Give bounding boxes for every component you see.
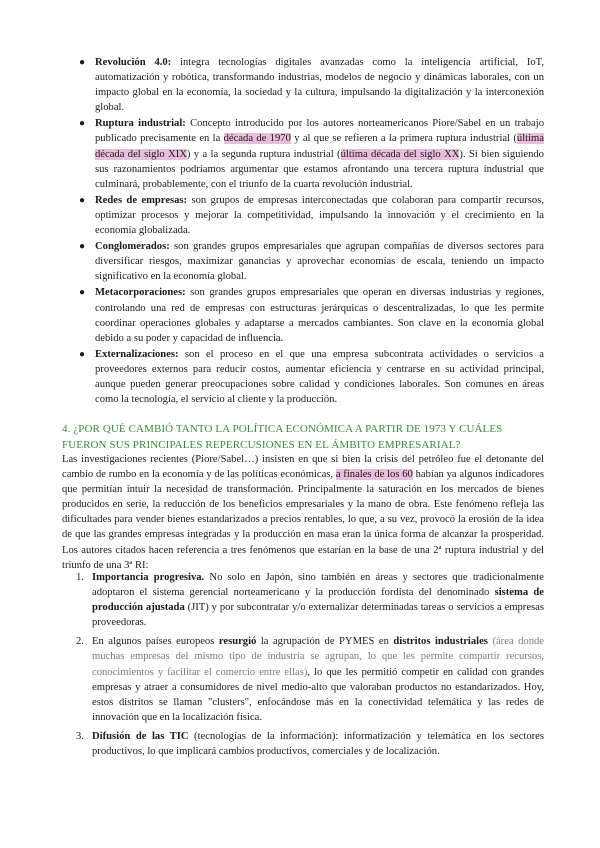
bullet-icon: ● [79,118,86,130]
text-run: son grandes grupos empresariales que operan en diversas industrias y regiones, controlando una red de empresas con estructuras jerárquicas o descentralizadas, lo que les permite coordinar operaciones globales y adaptarse a mercados cambiantes. Son clave en la economía global debido a su poder y capacidad de influencia. [95,287,544,344]
highlighted-text: a finales de los 60 [335,469,413,481]
phenomenon-item [62,634,544,725]
text-run: ). Si bien siguiendo sus razonamientos podríamos argumentar que estamos afrontando una tercera ruptura industrial que culminará, probablemente, con el triunfo de la cuarta revolución industrial. [95,148,544,190]
text-run: (JIT) y por subcontratar y/o externalizar determinadas tareas o servicios a empresas proveedoras. [92,602,544,629]
bullet-icon: ● [79,348,86,360]
phenomena-list [62,570,544,763]
definition-term: Revolución 4.0: [95,57,172,68]
item-number: 3. [76,730,84,742]
text-run: son grupos de empresas interconectadas que colaboran para compartir recursos, optimizar procesos y mejorar la competitividad, impulsando la innovación y el crecimiento en la economía globalizada. [95,194,544,237]
text-run: No solo en Japón, sino también en áreas y sectores que tradicionalmente adoptaron el sistema gerencial norteamericano y la producción fordista del denominado [92,572,544,599]
definition-item [62,55,544,115]
text-run: (tecnologías de la información): informatización y telemática en los sectores productivos, lo que implicará cambios productivos, comerciales y de localización. [92,730,544,758]
parenthetical-note: (área donde muchas empresas del mismo tipo de industria se agrupan, lo que les permite compartir recursos, conocimientos y facilitar el comercio entre ellas) [92,636,545,678]
text-run: habían ya algunos indicadores que permitían intuir la necesidad de transformación. Principalmente la saturación en los mercados de bienes producidos en serie, la reducción de los beneficios empresariales y la mano de obra. Este fenómeno refleja las dificultades para vender bienes estandarizados a precios rentables, lo que, a su vez, provocó la erosión de la idea de que las grandes empresas integradas y la producción en masa eran la única forma de alcanzar la prosperidad. Los autores citados hacen referencia a tres fenómenos que estarían en la base de una 2ª ruptura industrial y del triunfo de una 3ª RI: [62,469,544,571]
bold-term: resurgió [218,636,257,648]
bold-term: Importancia progresiva. [92,572,205,583]
text-run: En algunos países europeos [92,636,219,648]
bullet-icon: ● [79,194,86,206]
text-run: Concepto introducido por los autores norteamericanos Piore/Sabel en un trabajo publicado precisamente en la [95,118,544,145]
item-number: 1. [76,572,84,583]
highlighted-text: última década del siglo XX [340,148,460,160]
definitions-list [62,55,544,408]
intro-paragraph [62,452,544,573]
item-number: 2. [76,636,84,648]
phenomenon-item [62,729,544,759]
bold-term: distritos industriales [393,636,488,648]
phenomenon-item [62,570,544,630]
text-run: Las investigaciones recientes (Piore/Sabel…) insisten en que si bien la crisis del petróleo fue el detonante del cambio de rumbo en la economía y de las políticas económicas, [62,454,544,481]
definition-item [62,285,544,345]
text-run: ) y a la segunda ruptura industrial ( [186,148,341,160]
text-run: integra tecnologías digitales avanzadas como la inteligencia artificial, IoT, automatización y robótica, transformando industrias, modelos de negocio y dinámicas laborales, con un impacto global en la economía, la sociedad y la cultura, impulsando la digitalización y la interconexión global. [95,57,544,114]
definition-item [62,193,544,238]
text-run: y al que se refieren a la primera ruptura industrial ( [290,133,517,145]
definition-item [62,116,544,191]
definition-item [62,239,544,284]
highlighted-text: última década del siglo XIX [95,133,544,160]
definition-term: Externalizaciones: [95,348,179,360]
section-heading: 4. ¿POR QUÉ CAMBIÓ TANTO LA POLÍTICA ECONÓMICA A PARTIR DE 1973 Y CUÁLES FUERON SUS PRINCIPALES REPERCUSIONES EN EL ÁMBITO EMPRESARIAL? [62,423,503,451]
bold-term: sistema de producción ajustada [92,587,544,614]
text-run: , lo que les permitió competir en calidad con grandes empresas y atraer a consumidores de nivel medio-alto que valoraban productos no estandarizados. Hoy, estos distritos se llaman "clusters", enfocándose más en la conectividad telemática y las redes de innovación que en la localización física. [92,666,544,723]
text-run: la agrupación de PYMES en [256,636,394,648]
bold-term: Difusión de las TIC [92,730,189,742]
bullet-icon: ● [79,241,86,253]
bullet-icon: ● [79,57,86,68]
text-run: son grandes grupos empresariales que agrupan compañías de diversos sectores para diversificar riesgos, maximizar ganancias y aprovechar economías de escala, teniendo un impacto significativo en la economía global. [95,241,544,283]
definition-term: Metacorporaciones: [95,287,186,299]
definition-item [62,347,544,407]
definition-term: Redes de empresas: [95,194,188,206]
bullet-icon: ● [79,287,86,299]
definition-term: Conglomerados: [95,241,170,253]
highlighted-text: década de 1970 [223,133,291,145]
text-run: son el proceso en el que una empresa subcontrata actividades o servicios a proveedores externos para reducir costos, aumentar eficiencia y centrarse en su actividad principal, aunque pueden generar preocupaciones sobre calidad y condiciones laborales. Son comunes en áreas como la tecnología, el servicio al cliente y la producción. [95,348,544,406]
definition-term: Ruptura industrial: [95,118,186,130]
